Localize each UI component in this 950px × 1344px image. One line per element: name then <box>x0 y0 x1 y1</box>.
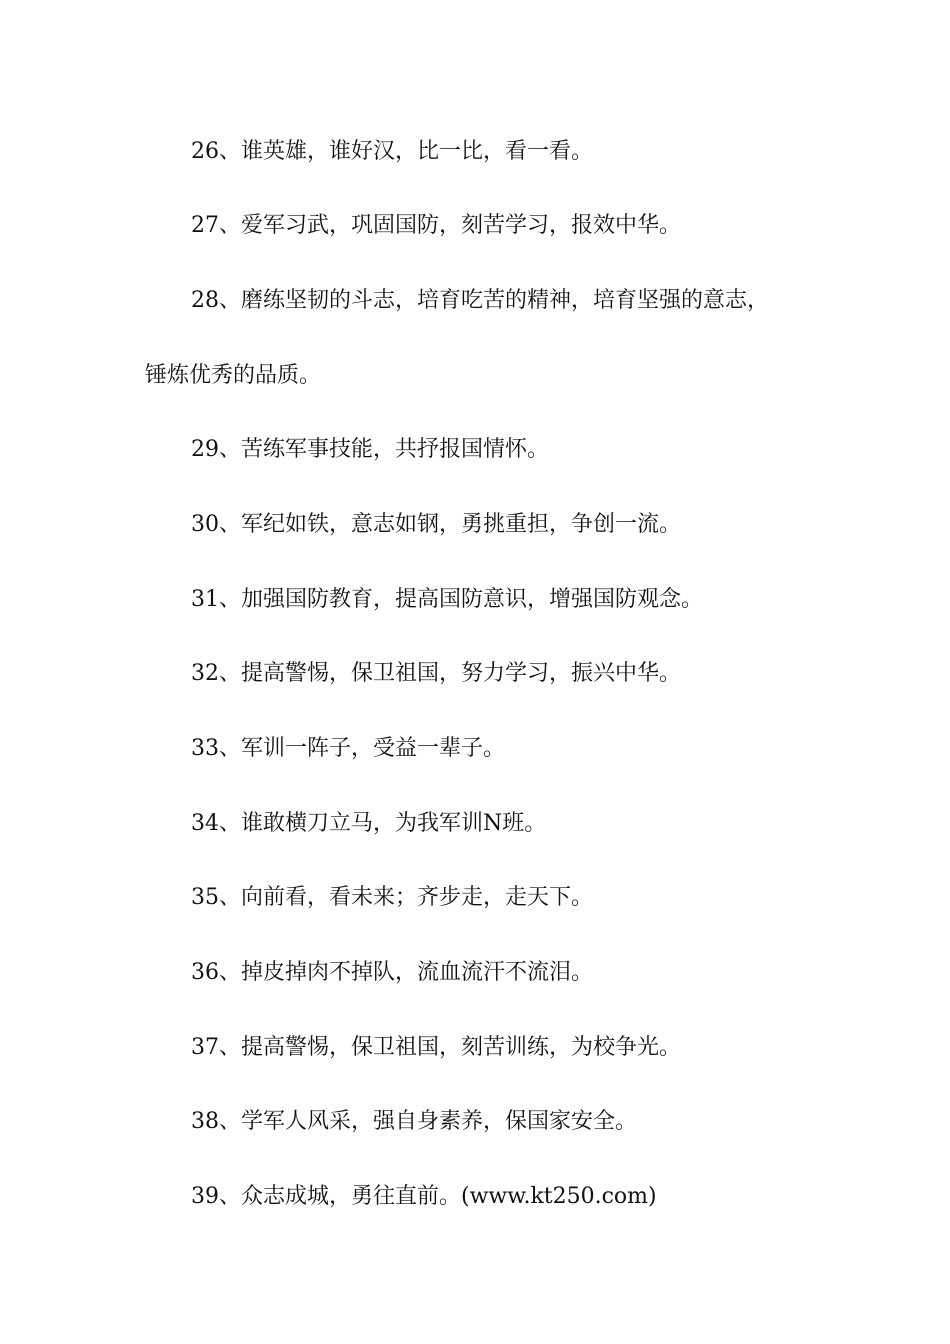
slogan-30: 30、军纪如铁，意志如钢，勇挑重担，争创一流。 <box>191 512 681 537</box>
slogan-33: 33、军训一阵子，受益一辈子。 <box>191 736 505 761</box>
slogan-31: 31、加强国防教育，提高国防意识，增强国防观念。 <box>191 587 703 612</box>
slogan-36: 36、掉皮掉肉不掉队，流血流汗不流泪。 <box>191 960 593 985</box>
slogan-38: 38、学军人风采，强自身素养，保国家安全。 <box>191 1109 637 1134</box>
slogan-28-line-1: 28、磨练坚韧的斗志，培育吃苦的精神，培育坚强的意志， <box>191 288 769 313</box>
slogan-32: 32、提高警惕，保卫祖国，努力学习，振兴中华。 <box>191 661 681 686</box>
slogan-28-line-2: 锤炼优秀的品质。 <box>145 363 322 388</box>
slogan-27: 27、爱军习武，巩固国防，刻苦学习，报效中华。 <box>191 213 681 238</box>
slogan-39: 39、众志成城，勇往直前。(www.kt250.com) <box>191 1184 657 1209</box>
slogan-37: 37、提高警惕，保卫祖国，刻苦训练，为校争光。 <box>191 1035 681 1060</box>
slogan-26: 26、谁英雄，谁好汉，比一比，看一看。 <box>191 139 593 164</box>
slogan-34: 34、谁敢横刀立马，为我军训N班。 <box>191 811 547 836</box>
slogan-29: 29、苦练军事技能，共抒报国情怀。 <box>191 437 549 462</box>
slogan-35: 35、向前看，看未来；齐步走，走天下。 <box>191 885 593 910</box>
